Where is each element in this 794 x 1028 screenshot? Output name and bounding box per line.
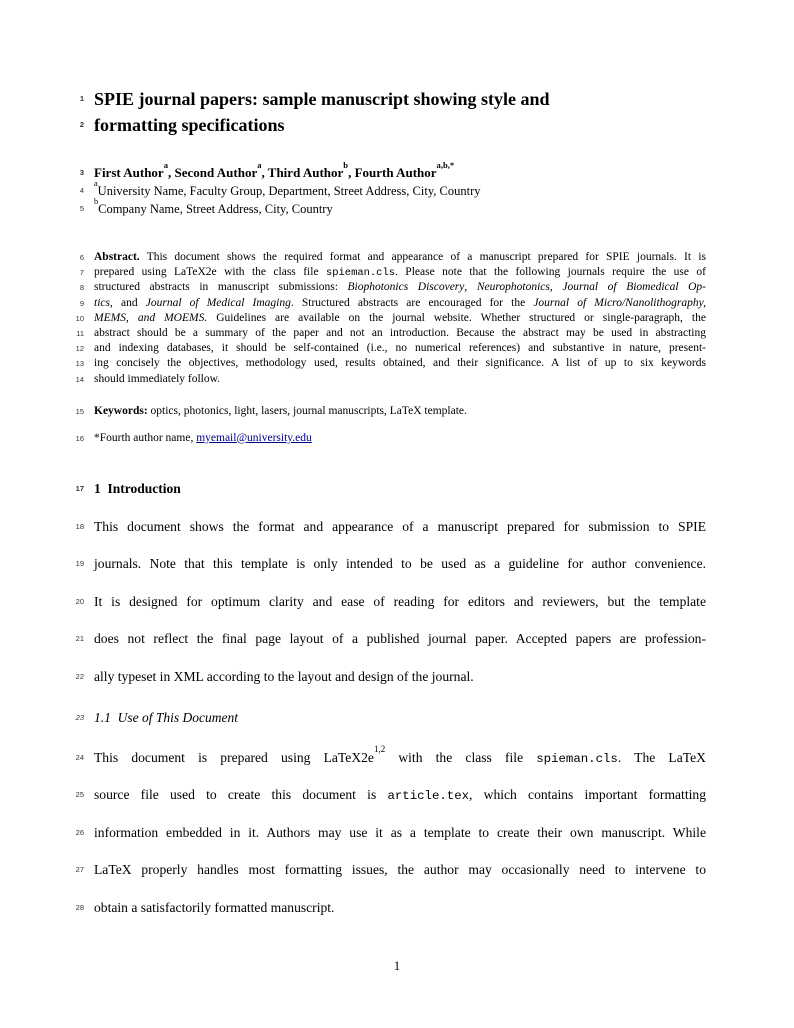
title-line [79,86,706,112]
text-segment: Journal of Micro/Nanolithography, [533,296,706,309]
text-segment: SPIE journal papers: sample manuscript showing style and [94,89,550,109]
abstract-text [94,296,706,311]
page-number: 1 [393,959,401,973]
text-segment: This document shows the required format and appearance of a manuscript prepared for SPIE journals. It is [139,251,706,263]
body-line [75,776,706,814]
body-line [75,508,706,546]
text-segment: spieman.cls [325,267,395,280]
superscript: a,b,* [436,159,455,170]
affiliation-line [79,197,706,218]
text-segment: First Author [94,165,164,180]
line-number: 16 [75,433,84,443]
body-text [94,889,706,927]
abstract-text [94,280,706,295]
affiliation-text [94,179,706,200]
text-segment: , Third Author [261,165,344,180]
text-segment: 1 Introduction [94,480,181,496]
body-text [94,776,706,816]
corresponding-author-line [75,431,706,446]
line-number: 17 [75,483,84,493]
section-heading-introduction [75,480,706,498]
heading-line [75,709,706,727]
superscript: a [163,159,168,170]
paper-title [79,86,706,138]
body-line [75,620,706,658]
text-segment: structured abstracts in manuscript submissions: [94,281,348,294]
abstract-text [94,356,706,371]
text-segment: and indexing databases, it should be self-contained (i.e., no numerical references) and substantive in nature, present- [94,342,706,355]
abstract-line [79,280,707,295]
keywords-text [94,404,706,419]
text-segment: Journal of Medical Imaging [145,296,291,309]
text-segment: journals. Note that this template is only intended to be used as a guideline for author convenience. [94,556,706,572]
text-segment: *Fourth author name, [94,431,197,444]
superscript: a [94,179,98,189]
text-segment: source file used to create this document is [94,787,388,803]
line-number: 8 [79,283,84,293]
authors-text [94,159,706,182]
abstract-line [76,326,706,341]
abstract-text [94,265,706,281]
text-segment: MEMS, and MOEMS. [94,311,208,324]
line-number: 14 [75,374,84,384]
line-number: 12 [75,344,84,354]
line-number: 13 [75,359,84,369]
authors-block [79,159,706,182]
line-number: 18 [75,521,84,531]
text-segment: Abstract. [94,251,140,263]
text-segment: should immediately follow. [94,372,221,385]
abstract-text [94,311,706,326]
text-segment: ally typeset in XML according to the layout and design of the journal. [94,669,474,685]
text-segment: , Fourth Author [348,165,437,180]
abstract-line [79,265,706,280]
abstract-text [94,326,706,341]
text-segment: University Name, Faculty Group, Department, Street Address, City, Country [97,184,481,198]
abstract-line [75,372,706,387]
text-segment: information embedded in it. Authors may use it as a template to create their own manuscript. While [94,824,706,840]
body-text [94,658,706,696]
affiliations-block [79,179,706,218]
text-segment: , and [109,296,146,309]
abstract-line [75,311,706,326]
line-number: 15 [75,406,84,416]
line-number: 5 [79,204,84,213]
line-number: 21 [75,634,84,644]
text-segment: article.tex [387,789,470,804]
heading-line [75,480,706,498]
line-number: 22 [75,672,84,682]
authors-line [79,159,706,182]
abstract-line [75,356,706,371]
text-segment: , Second Author [168,165,258,180]
text-segment: It is designed for optimum clarity and ease of reading for editors and reviewers, but the template [94,593,706,609]
superscript: 1,2 [373,744,386,755]
body-text [94,583,706,621]
text-segment: tics [94,296,110,309]
text-segment: formatting specifications [94,115,285,135]
line-number: 4 [79,186,84,195]
corresponding-author-text [94,431,706,446]
affiliation-line [79,179,706,200]
body-text [94,739,706,779]
text-segment: optics, photonics, light, lasers, journal manuscripts, LaTeX template. [147,404,467,417]
body-line [75,583,706,621]
heading-text [94,480,706,498]
body-line [75,658,706,696]
subsection-heading-use-of-this-document [75,709,706,727]
superscript: b [343,159,349,170]
text-segment: obtain a satisfactorily formatted manuscript. [94,900,335,916]
text-segment: . Structured abstracts are encouraged for the [290,296,534,309]
text-segment: Company Name, Street Address, City, Country [98,202,333,216]
abstract-line [75,341,706,356]
body-text [94,508,706,546]
text-segment: spieman.cls [536,751,618,766]
body-line [75,889,706,927]
abstract-line [79,250,706,265]
text-segment: , [464,281,477,294]
body-line [75,739,706,777]
abstract-text [94,341,706,356]
line-number: 11 [76,328,84,338]
text-segment: abstract should be a summary of the paper and not an introduction. Because the abstract may be used in abstracting [94,326,706,339]
line-number: 19 [75,559,84,569]
line-number: 24 [75,752,84,762]
body-text [94,545,706,583]
abstract-line [79,296,706,311]
keywords-block [75,404,706,419]
line-number: 3 [79,168,84,177]
line-number: 28 [75,903,84,913]
line-number: 10 [75,313,84,323]
text-segment: This document shows the format and appearance of a manuscript prepared for submission to SPIE [94,518,706,534]
text-segment: , which contains important formatting [469,787,706,803]
title-line [79,112,706,138]
superscript: a [257,159,262,170]
abstract-text [94,250,706,265]
use-of-document-paragraph [75,739,706,927]
body-text [94,620,706,658]
text-segment: Neurophotonics [476,281,550,294]
text-segment: . The LaTeX [617,749,706,765]
text-segment: . Please note that the following journals require the use of [395,266,706,279]
body-line [75,851,706,889]
line-number: 20 [75,596,84,606]
text-segment: , [549,281,563,294]
title-text [94,112,706,138]
text-segment: This document is prepared using LaTeX2e [94,749,374,765]
introduction-paragraph [75,508,706,696]
body-line [75,545,706,583]
abstract-block [75,250,707,387]
line-number: 2 [79,120,84,129]
text-segment: does not reflect the final page layout of a published journal paper. Accepted papers are profession- [94,631,706,647]
line-number: 6 [79,253,84,262]
line-number: 1 [79,94,84,103]
title-text [94,86,706,112]
text-segment: prepared using LaTeX2e with the class file [94,266,326,279]
text-segment: Biophotonics Discovery [347,281,465,294]
abstract-text [94,372,706,387]
text-segment: with the class file [385,749,537,765]
body-text [94,814,706,852]
line-number: 23 [75,712,84,722]
text-segment: 1.1 Use of This Document [94,709,238,725]
line-number: 25 [75,790,84,800]
heading-text [94,709,706,727]
text-segment: ing concisely the objectives, methodology used, results obtained, and their significance. A list of up to six keywords [94,357,706,370]
body-text [94,851,706,889]
superscript: b [94,197,99,207]
line-number: 26 [75,827,84,837]
body-line [75,814,706,852]
corresponding-author-block [75,431,706,446]
line-number: 27 [75,865,84,875]
keywords-line [75,404,706,419]
text-segment: Guidelines are available on the journal website. Whether structured or single-paragraph, the [207,311,706,324]
affiliation-text [94,197,706,218]
text-segment: LaTeX properly handles most formatting issues, the author may occasionally need to intervene to [94,862,706,878]
text-segment: Journal of Biomedical Op- [562,281,707,294]
line-number: 9 [79,298,84,308]
email-link[interactable]: myemail@university.edu [196,431,312,444]
text-segment: Keywords: [94,404,148,417]
line-number: 7 [79,268,84,278]
